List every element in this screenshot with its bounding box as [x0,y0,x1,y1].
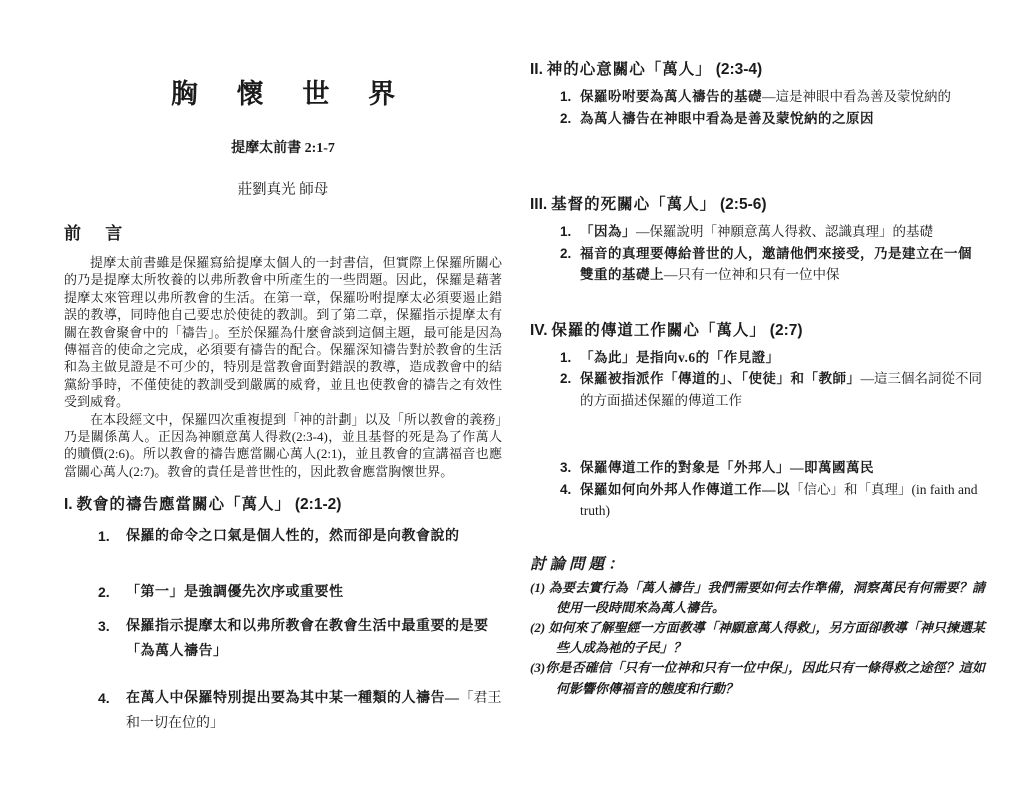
item-number: 3. [560,460,572,475]
discussion-question-2: (2) 如何來了解聖經一方面教導「神願意萬人得救」，另方面卻教導「神只揀選某些人成為祂的子民」？ [530,619,985,656]
item-number: 1. [560,89,572,104]
item-number: 1. [560,224,572,239]
section-1-title: 教會的禱告應當關心「萬人」 [76,496,292,514]
section-2-ref: (2:3-4) [715,61,763,78]
item-number: 3. [98,618,110,635]
section-1-ref: (2:1-2) [294,496,342,514]
section-4-heading [530,321,985,341]
item-text: 為萬人禱告在神眼中看為是善及蒙悅納的之原因 [580,110,874,126]
item-text: 保羅指示提摩太和以弗所教會在教會生活中最重要的是要「為萬人禱告」 [126,619,489,660]
outline-item-4-1 [560,347,985,369]
discussion-question-3: (3)你是否確信「只有一位神和只有一位中保」，因此只有一條得救之途徑？這如何影響你傳福音的態度和行動？ [530,660,985,696]
section-2-title: 神的心意關心「萬人」 [546,61,712,78]
outline-item-4-4 [560,479,985,522]
left-column [64,72,502,736]
discussion-section [530,552,985,699]
item-text: 保羅吩咐要為萬人禱告的基礎—這是神眼中看為善及蒙悅納的 [580,89,951,104]
preface-heading: 前 言 [64,224,133,243]
preface-paragraph-2: 在本段經文中，保羅四次重複提到「神的計劃」以及「所以教會的義務」乃是關係萬人。正因為神願意萬人得救(2:3-4)，並且基督的死是為了作萬人的贖價(2:6)。所以教會的禱告應當關心萬人(2:1)，並且教會的宣講福音也應當關心萬人(2:7)。教會的責任是普世性的，因此教會應當胸懷世界。 [64,411,502,479]
item-text: 「第一」是強調優先次序或重要性 [126,585,344,601]
item-text: 保羅被指派作「傳道的」、「使徒」和「教師」—這三個名詞從不同的方面描述保羅的傳道工作 [580,371,982,408]
item-text: 「為此」是指向v.6的「作見證」 [580,349,780,365]
section-1-numeral: I. [64,496,73,514]
item-text: 在萬人中保羅特別提出要為其中某一種類的人禱告—「君王和一切在位的」 [126,691,502,732]
item-number: 2. [98,584,110,601]
author-line: 莊劉真光 師母 [237,182,329,198]
section-4-title: 保羅的傳道工作關心「萬人」 [551,321,766,339]
document-title: 胸 懷 世 界 [170,79,412,109]
item-text: 「因為」—保羅說明「神願意萬人得救、認識真理」的基礎 [580,224,933,239]
scripture-reference: 提摩太前書 2:1-7 [231,141,335,156]
preface-paragraph-1: 提摩太前書雖是保羅寫給提摩太個人的一封書信，但實際上保羅所關心的乃是提摩太所牧養的以弗所教會中所產生的一些問題。因此，保羅是藉著提摩太來管理以弗所教會的生活。在第一章，保羅吩咐提摩太必須要遏止錯誤的教導，同時他自己要忠於使徒的教訓。到了第二章，保羅指示提摩太有關在教會聚會中的「禱告」。至於保羅為什麼會談到這個主題，最可能是因為傳福音的使命之完成，必須要有禱告的配合。保羅深知禱告對於教會的生活和為主做見證是不可少的，特別是當教會面對錯誤的教導，造成教會中的結黨紛爭時，不僅使徒的教訓受到嚴厲的威脅，並且也使教會的禱告之有效性受到威脅。 [64,255,502,410]
section-1 [64,495,502,736]
outline-item-4-3 [560,457,985,479]
outline-item-1-3 [98,614,502,664]
right-column [530,60,985,699]
section-3-heading [530,195,985,215]
item-number: 4. [560,481,572,497]
outline-item-4-2 [560,368,985,411]
section-3-ref: (2:5-6) [720,196,767,213]
item-text: 福音的真理要傳給普世的人，邀請他們來接受，乃是建立在一個雙重的基礎上—只有一位神和只有一位中保 [580,245,972,282]
outline-item-1-1 [98,524,502,549]
section-3-numeral: III. [530,196,548,213]
section-1-heading [64,495,502,515]
section-2 [530,60,985,129]
section-2-numeral: II. [530,61,543,78]
section-4 [530,321,985,522]
discussion-heading: 討論問題： [530,555,628,573]
section-2-heading [530,60,985,80]
item-number: 2. [560,371,572,386]
item-number: 2. [560,110,572,126]
outline-item-3-1 [560,221,985,243]
outline-item-1-2 [98,580,502,605]
discussion-question-1: (1) 為要去實行為「萬人禱告」我們需要如何去作準備，洞察萬民有何需要？請使用一段時間來為萬人禱告。 [530,579,985,615]
item-number: 1. [560,349,572,365]
section-3 [530,195,985,286]
section-4-ref: (2:7) [769,321,803,339]
item-text: 保羅的命令之口氣是個人性的，然而卻是向教會說的 [126,529,460,545]
section-3-title: 基督的死關心「萬人」 [551,196,717,213]
item-text: 保羅傳道工作的對象是「外邦人」—即萬國萬民 [580,460,874,475]
item-number: 2. [560,245,572,261]
outline-item-2-1 [560,86,985,108]
item-text: 保羅如何向外邦人作傳道工作—以「信心」和「真理」(in faith and truth) [580,481,978,518]
outline-item-2-2 [560,108,985,130]
section-4-numeral: IV. [530,321,548,339]
item-number: 1. [98,528,110,545]
outline-item-1-4 [98,686,502,736]
item-number: 4. [98,690,110,707]
outline-item-3-2 [560,243,985,286]
